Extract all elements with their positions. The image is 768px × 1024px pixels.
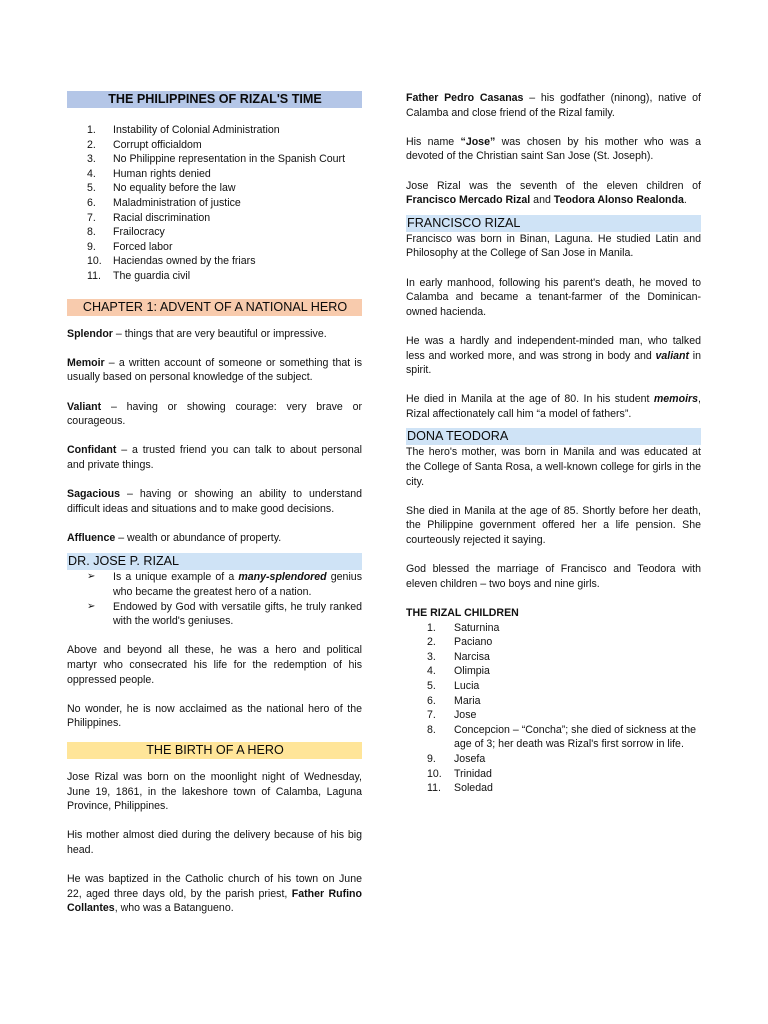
list-number: 4. bbox=[427, 665, 436, 678]
list-item bbox=[406, 664, 701, 679]
definition-term: Sagacious bbox=[67, 488, 120, 501]
list-item bbox=[406, 723, 701, 752]
issues-list bbox=[67, 123, 362, 284]
list-number: 2. bbox=[427, 636, 436, 649]
list-number: 5. bbox=[427, 679, 436, 692]
definition bbox=[67, 400, 362, 429]
list-text: The guardia civil bbox=[113, 269, 191, 282]
list-text: Soledad bbox=[454, 782, 493, 795]
list-item bbox=[67, 152, 362, 167]
list-item bbox=[406, 650, 701, 665]
list-text: Haciendas owned by the friars bbox=[113, 255, 256, 268]
definition-text: – having or showing courage: very brave or courageous. bbox=[67, 400, 362, 428]
list-text: Maria bbox=[454, 694, 481, 707]
list-number: 10. bbox=[427, 767, 442, 780]
list-number: 3. bbox=[87, 153, 96, 166]
list-number: 7. bbox=[427, 709, 436, 722]
definition-text: – a trusted friend you can talk to about personal and private things. bbox=[67, 444, 362, 471]
paragraph: Jose Rizal was the seventh of the eleven children of Francisco Mercado Rizal and Teodora Alonso Realonda. bbox=[406, 179, 701, 207]
list-text: Human rights denied bbox=[113, 167, 211, 180]
list-number: 11. bbox=[87, 269, 101, 282]
list-text: Concepcion – “Concha”; she died of sickness at the age of 3; her death was Rizal's first sorrow in life. bbox=[454, 723, 697, 751]
paragraph: Above and beyond all these, he was a hero and political martyr who consecrated his life for the redemption of his oppressed people. bbox=[67, 644, 362, 686]
list-item bbox=[406, 679, 701, 694]
list-text: Instability of Colonial Administration bbox=[113, 124, 280, 136]
list-number: 5. bbox=[87, 182, 96, 195]
list-number: 11. bbox=[427, 782, 441, 795]
left-column bbox=[67, 91, 362, 916]
paragraph: He died in Manila at the age of 80. In his student memoirs, Rizal affectionately call him “a model of fathers”. bbox=[406, 393, 701, 420]
list-text: Racial discrimination bbox=[113, 211, 211, 224]
list-number: 4. bbox=[87, 167, 96, 180]
list-item bbox=[406, 621, 701, 636]
paragraph: In early manhood, following his parent's death, he moved to Calamba and became a tenant-farmer of the Dominican-owned hacienda. bbox=[406, 276, 701, 318]
definition-term: Affluence bbox=[67, 531, 116, 544]
list-item bbox=[406, 752, 701, 767]
list-number: 3. bbox=[427, 650, 436, 663]
list-text: Saturnina bbox=[454, 621, 500, 634]
paragraph: He was a hardly and independent-minded man, who talked less and worked more, and was strong in body and valiant in spirit. bbox=[406, 334, 701, 377]
list-item: ➢ Is a unique example of a many-splendored genius who became the greatest hero of a nation. bbox=[87, 571, 362, 599]
definition-text: – wealth or abundance of property. bbox=[115, 531, 282, 544]
list-number: 8. bbox=[87, 226, 96, 239]
section-title-rizal: DR. JOSE P. RIZAL bbox=[67, 553, 362, 570]
definitions bbox=[67, 327, 362, 546]
list-item bbox=[406, 708, 701, 723]
definition-term: Memoir bbox=[67, 356, 105, 369]
definition-term: Splendor bbox=[67, 327, 113, 340]
children-title: THE RIZAL CHILDREN bbox=[406, 607, 519, 619]
list-text: Forced labor bbox=[113, 240, 173, 253]
chapter-title: CHAPTER 1: ADVENT OF A NATIONAL HERO bbox=[67, 299, 362, 316]
list-item bbox=[67, 240, 362, 255]
children-list bbox=[406, 621, 701, 796]
list-item bbox=[67, 225, 362, 240]
list-text: Corrupt officialdom bbox=[113, 138, 202, 151]
definition-text: – a written account of someone or something that is usually based on personal knowledge of the subject. bbox=[67, 356, 362, 384]
list-item bbox=[67, 196, 362, 211]
list-number: 1. bbox=[87, 124, 96, 136]
list-number: 10. bbox=[87, 255, 102, 268]
list-text: Narcisa bbox=[454, 650, 490, 663]
paragraph: His name “Jose” was chosen by his mother who was a devoted of the Christian saint San Jose (St. Joseph). bbox=[406, 135, 701, 163]
list-item bbox=[406, 694, 701, 709]
rizal-bullets bbox=[67, 570, 362, 628]
list-text: Jose bbox=[454, 709, 477, 722]
paragraph: God blessed the marriage of Francisco and Teodora with eleven children – two boys and nine girls. bbox=[406, 563, 701, 590]
list-text: No equality before the law bbox=[113, 182, 236, 195]
list-number: 6. bbox=[427, 694, 436, 707]
list-item bbox=[67, 123, 362, 138]
paragraph: No wonder, he is now acclaimed as the national hero of the Philippines. bbox=[67, 702, 362, 730]
definition-term: Valiant bbox=[67, 400, 102, 413]
list-text: Olimpia bbox=[454, 665, 490, 678]
paragraph: Francisco was born in Binan, Laguna. He studied Latin and Philosophy at the College of San Jose in Manila. bbox=[406, 232, 701, 260]
list-item bbox=[67, 254, 362, 269]
list-item bbox=[67, 167, 362, 182]
paragraph: His mother almost died during the delivery because of his big head. bbox=[67, 829, 362, 856]
list-item bbox=[406, 781, 701, 796]
list-item: ➢ Endowed by God with versatile gifts, he truly ranked with the world's geniuses. bbox=[87, 600, 362, 628]
list-number: 8. bbox=[427, 723, 436, 736]
list-text: Maladministration of justice bbox=[113, 196, 241, 209]
list-number: 9. bbox=[427, 752, 436, 765]
paragraph: Father Pedro Casanas – his godfather (ninong), native of Calamba and close friend of the Rizal family. bbox=[406, 92, 701, 119]
definition bbox=[67, 531, 362, 546]
list-number: 2. bbox=[87, 138, 96, 151]
list-item bbox=[67, 181, 362, 196]
list-number: 9. bbox=[87, 240, 96, 253]
list-item bbox=[67, 138, 362, 153]
definition bbox=[67, 487, 362, 516]
definition-text: – having or showing an ability to understand difficult ideas and situations and to make good decisions. bbox=[67, 488, 362, 515]
definition-term: Confidant bbox=[67, 444, 117, 457]
list-text: Frailocracy bbox=[113, 226, 165, 239]
section-title-teodora: DONA TEODORA bbox=[406, 428, 701, 445]
list-number: 7. bbox=[87, 211, 96, 224]
section-title-francisco: FRANCISCO RIZAL bbox=[406, 215, 701, 232]
definition bbox=[67, 327, 362, 342]
list-text: Josefa bbox=[454, 752, 486, 765]
list-item bbox=[67, 211, 362, 226]
list-text: Lucia bbox=[454, 679, 480, 692]
definition-text: – things that are very beautiful or impressive. bbox=[112, 327, 327, 340]
paragraph: She died in Manila at the age of 85. Shortly before her death, the Philippine government offered her a life pension. She courteously rejected it saying. bbox=[406, 504, 701, 547]
definition bbox=[67, 443, 362, 472]
list-text: No Philippine representation in the Spanish Court bbox=[113, 153, 346, 166]
list-number: 6. bbox=[87, 196, 96, 209]
list-number: 1. bbox=[427, 621, 436, 634]
paragraph: The hero's mother, was born in Manila and was educated at the College of Santa Rosa, a well-known college for girls in the city. bbox=[406, 446, 701, 488]
definition bbox=[67, 356, 362, 385]
right-column bbox=[406, 91, 701, 796]
section-title-philippines: THE PHILIPPINES OF RIZAL'S TIME bbox=[67, 91, 362, 108]
paragraph: Jose Rizal was born on the moonlight night of Wednesday, June 19, 1861, in the lakeshore town of Calamba, Laguna Province, Philippines. bbox=[67, 770, 362, 813]
list-item bbox=[406, 635, 701, 650]
list-text: Paciano bbox=[454, 636, 493, 649]
list-item bbox=[406, 767, 701, 782]
section-title-birth: THE BIRTH OF A HERO bbox=[67, 742, 362, 759]
paragraph: He was baptized in the Catholic church of his town on June 22, aged three days old, by the parish priest, Father Rufino Collantes, who was a Batangueno. bbox=[67, 873, 362, 915]
list-item bbox=[67, 269, 362, 284]
list-text: Trinidad bbox=[454, 767, 492, 780]
